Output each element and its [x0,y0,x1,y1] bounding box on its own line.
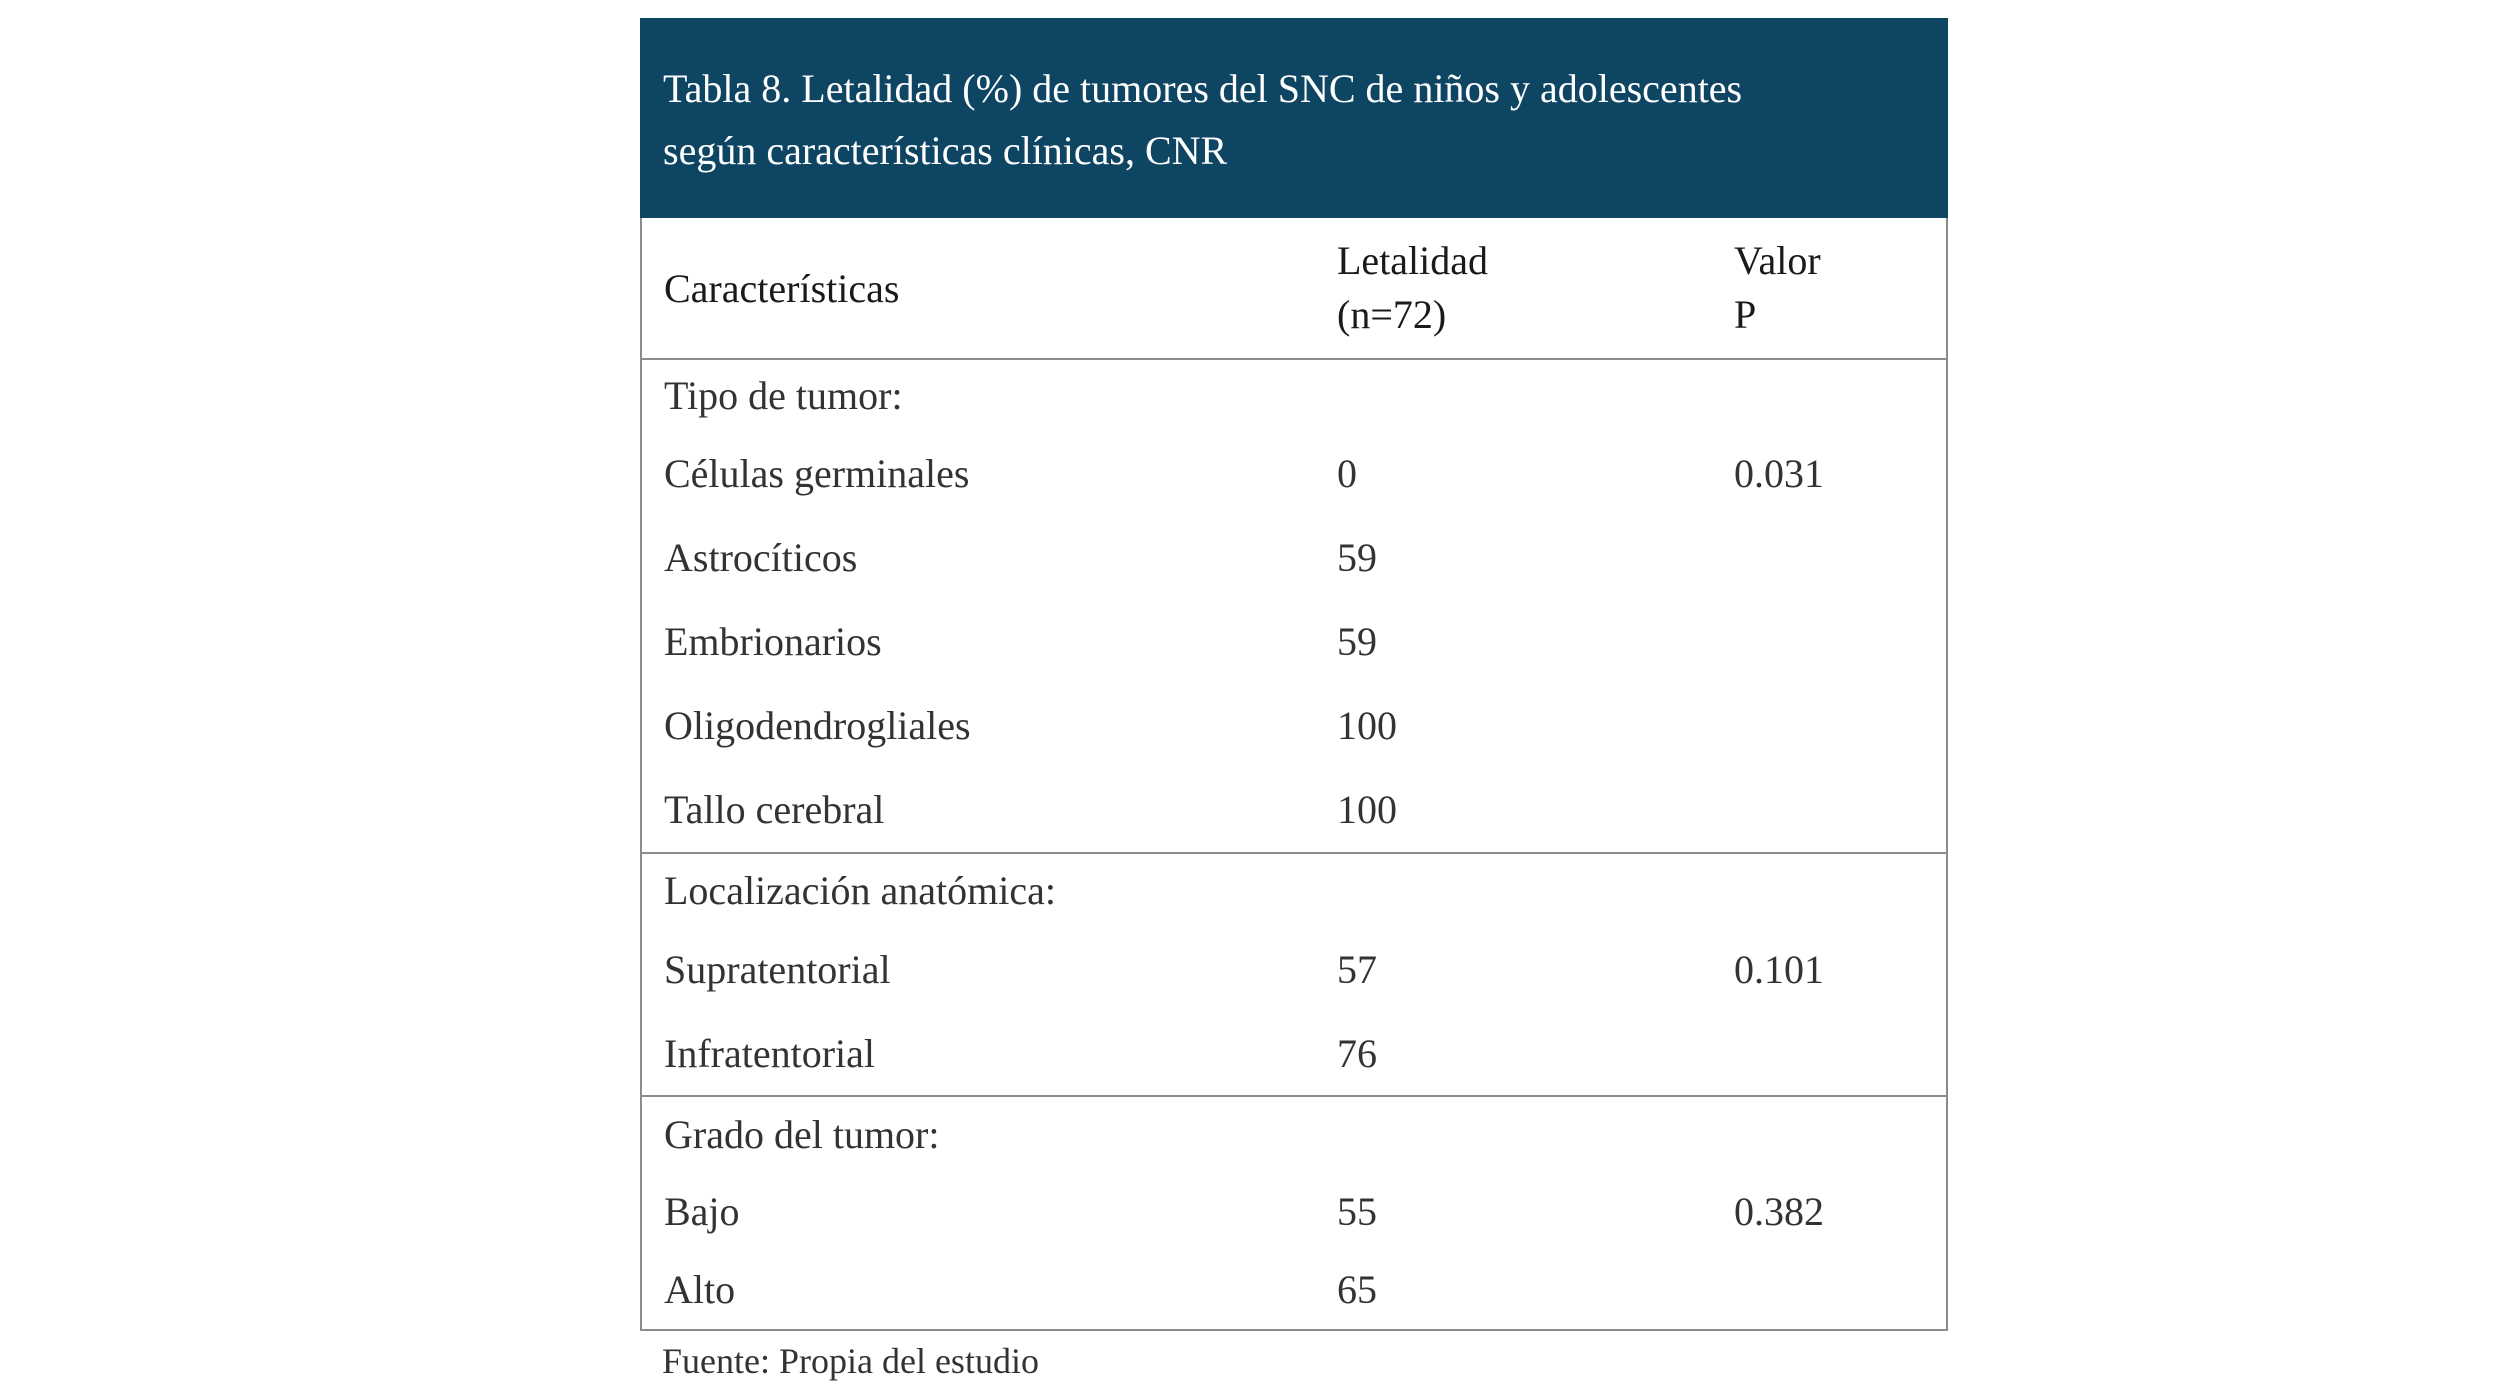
group-label-row [642,854,1946,928]
row-value: 55 [1337,1189,1377,1234]
group-label: Tipo de tumor: [664,373,903,418]
table-source-note: Fuente: Propia del estudio [662,1341,1039,1381]
row-name: Oligodendrogliales [664,703,971,748]
group-tipo-de-tumor [642,360,1946,854]
table-row [642,432,1946,516]
row-p-value: 0.382 [1734,1189,1824,1234]
table-body [640,218,1948,1331]
row-name: Infratentorial [664,1031,875,1076]
table-row [642,1012,1946,1096]
row-name: Alto [664,1267,736,1312]
table-row [642,600,1946,684]
row-name: Células germinales [664,451,970,496]
table-row [642,684,1946,768]
group-label: Localización anatómica: [664,868,1057,913]
row-p-value: 0.101 [1734,947,1824,992]
table-title-line-2: según características clínicas, CNR [663,128,1228,173]
table-title [640,18,1948,218]
header-valor-p-line-2: P [1734,292,1757,337]
header-valor-p-line-1: Valor [1734,238,1821,283]
row-value: 59 [1337,619,1377,664]
group-label-row [642,1097,1946,1173]
row-value: 76 [1337,1031,1377,1076]
table-title-line-1: Tabla 8. Letalidad (%) de tumores del SNC de niños y adolescentes [663,66,1743,111]
table-header-row [642,218,1946,360]
row-name: Embrionarios [664,619,882,664]
row-value: 100 [1337,787,1397,832]
row-name: Tallo cerebral [664,787,885,832]
header-valor-p [1734,234,1821,342]
table-row [642,1173,1946,1251]
row-name: Bajo [664,1189,740,1234]
header-letalidad-line-1: Letalidad [1337,238,1489,283]
header-caracteristicas: Características [664,266,900,311]
letalidad-table [640,18,1948,1331]
header-letalidad [1337,234,1488,342]
row-name: Astrocíticos [664,535,858,580]
header-letalidad-line-2: (n=72) [1337,292,1447,337]
group-label-row [642,360,1946,432]
group-grado-del-tumor [642,1097,1946,1329]
row-value: 57 [1337,947,1377,992]
row-value: 65 [1337,1267,1377,1312]
table-row [642,516,1946,600]
row-name: Supratentorial [664,947,891,992]
table-row [642,768,1946,852]
row-value: 59 [1337,535,1377,580]
row-p-value: 0.031 [1734,451,1824,496]
table-row [642,1251,1946,1329]
table-row [642,928,1946,1012]
group-label: Grado del tumor: [664,1112,940,1157]
row-value: 100 [1337,703,1397,748]
group-localizacion-anatomica [642,854,1946,1097]
row-value: 0 [1337,451,1357,496]
